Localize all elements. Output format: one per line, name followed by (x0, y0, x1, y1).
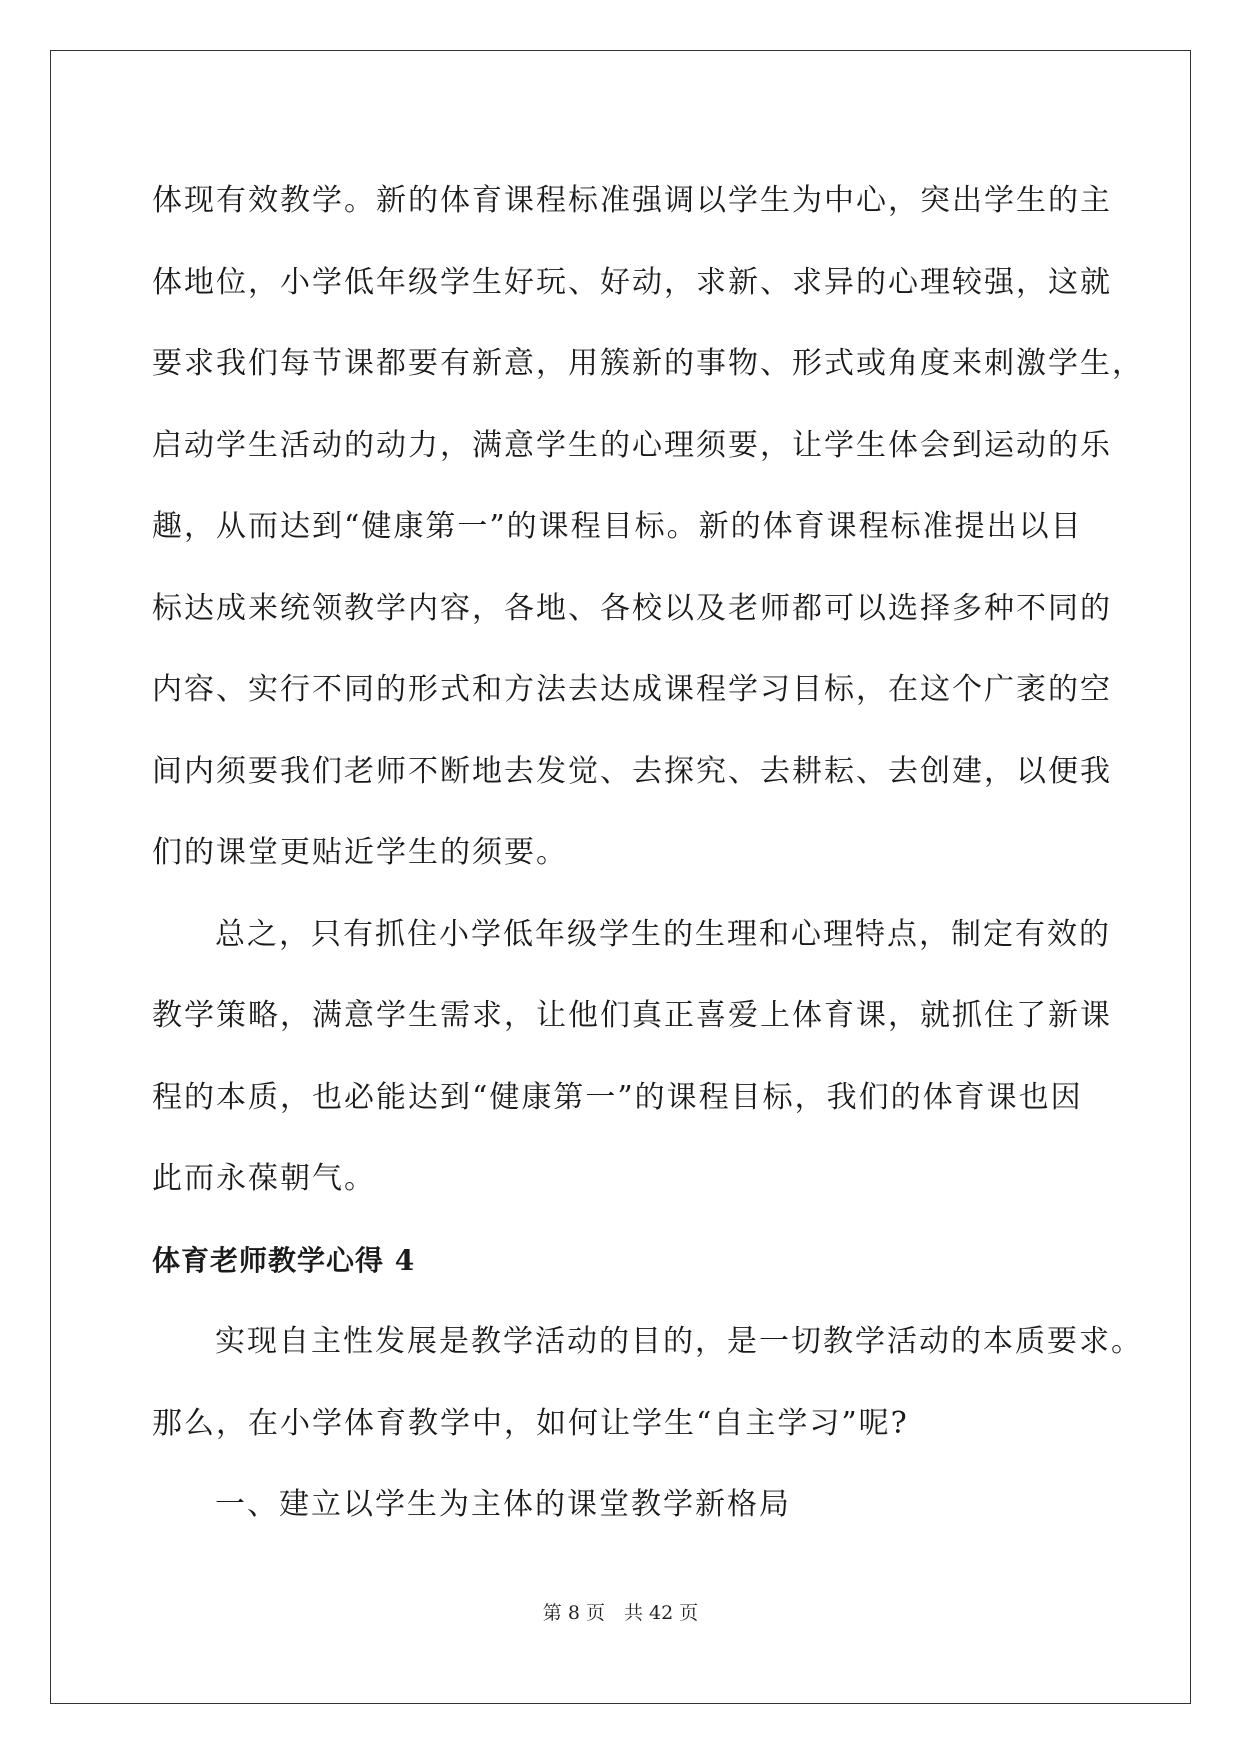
text-line: 一、建立以学生为主体的课堂教学新格局 (215, 1487, 791, 1522)
paragraph (152, 160, 1144, 894)
text-line: 内容、实行不同的形式和方法去达成课程学习目标，在这个广袤的空 (152, 672, 1112, 707)
text-line: 实现自主性发展是教学活动的目的，是一切教学活动的本质要求。 (215, 1324, 1143, 1359)
text-line: 总之，只有抓住小学低年级学生的生理和心理特点，制定有效的 (215, 916, 1111, 952)
text-line: 体现有效教学。新的体育课程标准强调以学生为中心，突出学生的主 (152, 183, 1112, 218)
text-line: 趣，从而达到“健康第一”的课程目标。新的体育课程标准提出以目 (152, 509, 1083, 544)
text-line: 标达成来统领教学内容，各地、各校以及老师都可以选择多种不同的 (152, 590, 1112, 626)
text-line: 程的本质，也必能达到“健康第一”的课程目标，我们的体育课也因 (152, 1079, 1083, 1115)
text-line: 教学策略，满意学生需求，让他们真正喜爱上体育课，就抓住了新课 (152, 998, 1112, 1033)
text-line: 此而永葆朝气。 (152, 1161, 376, 1196)
paragraph (152, 894, 1112, 1220)
text-line: 间内须要我们老师不断地去发觉、去探究、去耕耘、去创建，以便我 (152, 753, 1112, 789)
subheading (152, 1464, 1092, 1546)
text-line: 要求我们每节课都要有新意，用簇新的事物、形式或角度来刺激学生， (152, 346, 1144, 381)
paragraph (152, 1301, 1143, 1464)
text-line: 体地位，小学低年级学生好玩、好动，求新、求异的心理较强，这就 (152, 264, 1112, 300)
document-body (152, 160, 1144, 1546)
text-line: 那么，在小学体育教学中，如何让学生“自主学习”呢? (152, 1405, 909, 1441)
page-number-footer: 第 8 页 共 42 页 (542, 1602, 699, 1624)
section-title: 体育老师教学心得 4 (152, 1243, 416, 1277)
text-line: 启动学生活动的动力，满意学生的心理须要，让学生体会到运动的乐 (152, 427, 1112, 463)
text-line: 们的课堂更贴近学生的须要。 (152, 835, 568, 870)
